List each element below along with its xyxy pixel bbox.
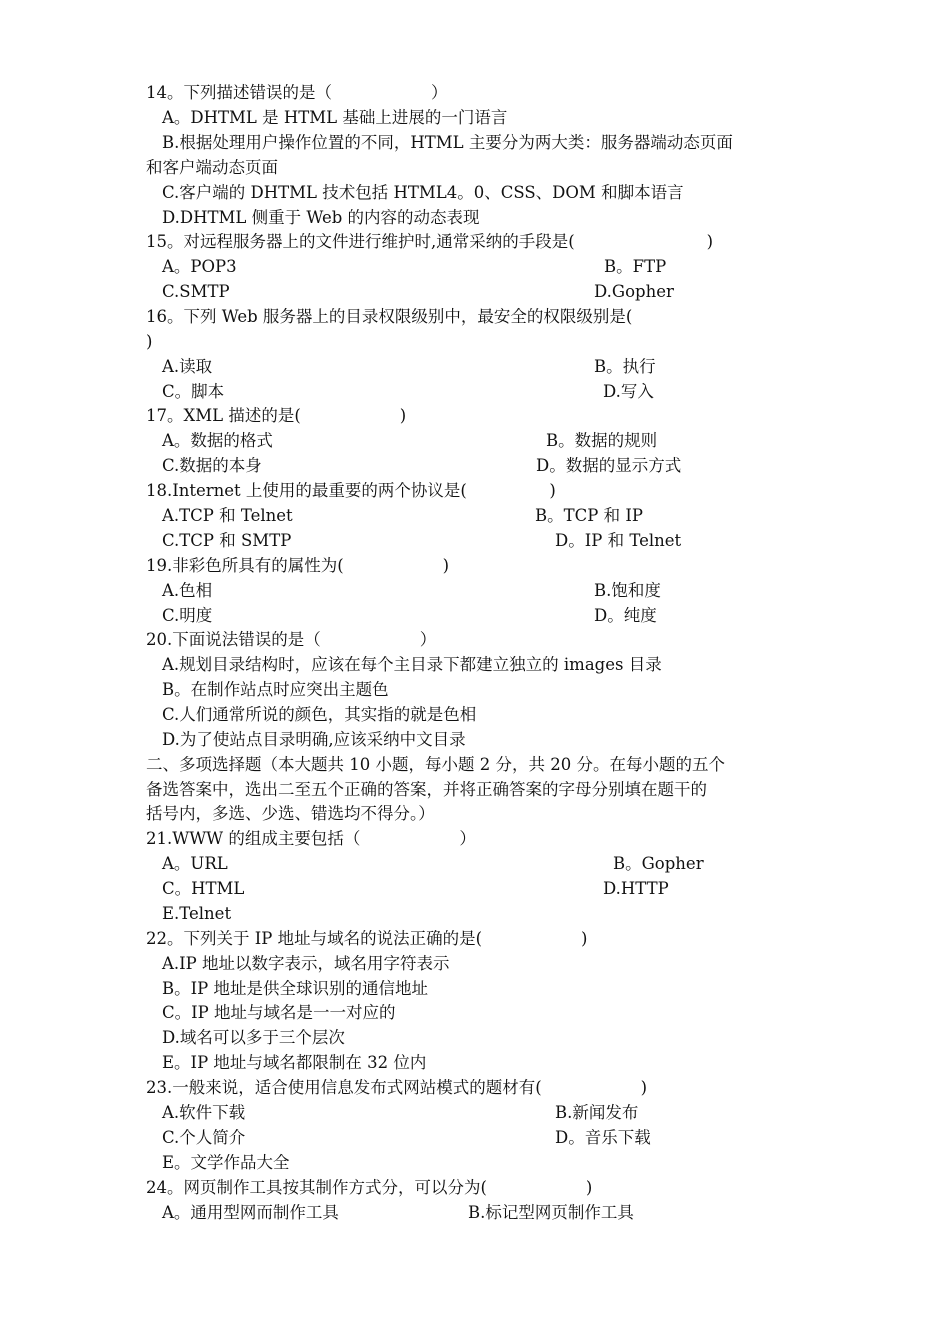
q15-option-a: A。POP3 (162, 257, 237, 276)
q16-stem-cont: ) (146, 332, 153, 351)
q18-option-d: D。IP 和 Telnet (555, 531, 682, 550)
q21-option-e: E.Telnet (162, 904, 232, 923)
q22-option-a: A.IP 地址以数字表示，域名用字符表示 (162, 954, 450, 973)
q14-option-d: D.DHTML 侧重于 Web 的内容的动态表现 (162, 208, 480, 227)
q20-stem: 20.下面说法错误的是（ ） (146, 630, 437, 649)
q21-option-b: B。Gopher (613, 854, 704, 873)
q23-option-b: B.新闻发布 (555, 1103, 639, 1122)
q19-option-c: C.明度 (162, 606, 213, 625)
q24-stem: 24。网页制作工具按其制作方式分，可以分为( ) (146, 1178, 593, 1197)
q18-option-c: C.TCP 和 SMTP (162, 531, 292, 550)
q19-option-d: D。纯度 (594, 606, 657, 625)
q22-option-e: E。IP 地址与域名都限制在 32 位内 (162, 1053, 427, 1072)
q17-option-a: A。数据的格式 (162, 431, 273, 450)
q16-option-c: C。脚本 (162, 382, 225, 401)
q14-stem: 14。下列描述错误的是（ ） (146, 83, 448, 102)
q19-stem: 19.非彩色所具有的属性为( ) (146, 556, 450, 575)
q20-option-a: A.规划目录结构时，应该在每个主目录下都建立独立的 images 目录 (162, 655, 662, 674)
q14-option-b: B.根据处理用户操作位置的不同，HTML 主要分为两大类：服务器端动态页面 (162, 133, 733, 152)
q21-option-d: D.HTTP (603, 879, 669, 898)
section2-instructions-2: 备选答案中，选出二至五个正确的答案，并将正确答案的字母分别填在题干的 (146, 780, 707, 799)
q23-option-d: D。音乐下载 (555, 1128, 651, 1147)
q15-option-d: D.Gopher (594, 282, 674, 301)
q15-stem: 15。对远程服务器上的文件进行维护时,通常采纳的手段是( ) (146, 232, 714, 251)
section2-instructions-3: 括号内，多选、少选、错选均不得分。） (146, 804, 435, 823)
q16-stem: 16。下列 Web 服务器上的目录权限级别中，最安全的权限级别是( (146, 307, 633, 326)
q18-stem: 18.Internet 上使用的最重要的两个协议是( ) (146, 481, 556, 500)
q16-option-a: A.读取 (162, 357, 213, 376)
q21-stem: 21.WWW 的组成主要包括（ ） (146, 829, 476, 848)
q22-option-c: C。IP 地址与域名是一一对应的 (162, 1003, 396, 1022)
q17-option-b: B。数据的规则 (546, 431, 658, 450)
q23-option-c: C.个人简介 (162, 1128, 246, 1147)
q24-option-a: A。通用型网而制作工具 (162, 1203, 339, 1222)
q19-option-a: A.色相 (162, 581, 213, 600)
q14-option-c: C.客户端的 DHTML 技术包括 HTML4。0、CSS、DOM 和脚本语言 (162, 183, 684, 202)
q17-option-d: D。数据的显示方式 (536, 456, 682, 475)
q14-option-b-cont: 和客户端动态页面 (146, 158, 278, 177)
q20-option-d: D.为了使站点目录明确,应该采纳中文目录 (162, 730, 466, 749)
q19-option-b: B.饱和度 (594, 581, 661, 600)
q15-option-b: B。FTP (604, 257, 667, 276)
q22-stem: 22。下列关于 IP 地址与域名的说法正确的是( ) (146, 929, 588, 948)
q20-option-c: C.人们通常所说的颜色，其实指的就是色相 (162, 705, 477, 724)
q23-option-e: E。文学作品大全 (162, 1153, 290, 1172)
q22-option-d: D.域名可以多于三个层次 (162, 1028, 345, 1047)
q18-option-b: B。TCP 和 IP (535, 506, 643, 525)
q24-option-b: B.标记型网页制作工具 (468, 1203, 634, 1222)
q17-stem: 17。XML 描述的是( ) (146, 406, 407, 425)
q18-option-a: A.TCP 和 Telnet (162, 506, 293, 525)
q16-option-b: B。执行 (594, 357, 656, 376)
q17-option-c: C.数据的本身 (162, 456, 262, 475)
q15-option-c: C.SMTP (162, 282, 230, 301)
q22-option-b: B。IP 地址是供全球识别的通信地址 (162, 979, 428, 998)
q16-option-d: D.写入 (603, 382, 654, 401)
q14-option-a: A。DHTML 是 HTML 基础上进展的一门语言 (162, 108, 508, 127)
q20-option-b: B。在制作站点时应突出主题色 (162, 680, 389, 699)
section2-instructions-1: 二、多项选择题（本大题共 10 小题，每小题 2 分，共 20 分。在每小题的五个 (146, 755, 725, 774)
q23-stem: 23.一般来说，适合使用信息发布式网站模式的题材有( ) (146, 1078, 648, 1097)
q21-option-c: C。HTML (162, 879, 245, 898)
q21-option-a: A。URL (162, 854, 228, 873)
q23-option-a: A.软件下载 (162, 1103, 246, 1122)
